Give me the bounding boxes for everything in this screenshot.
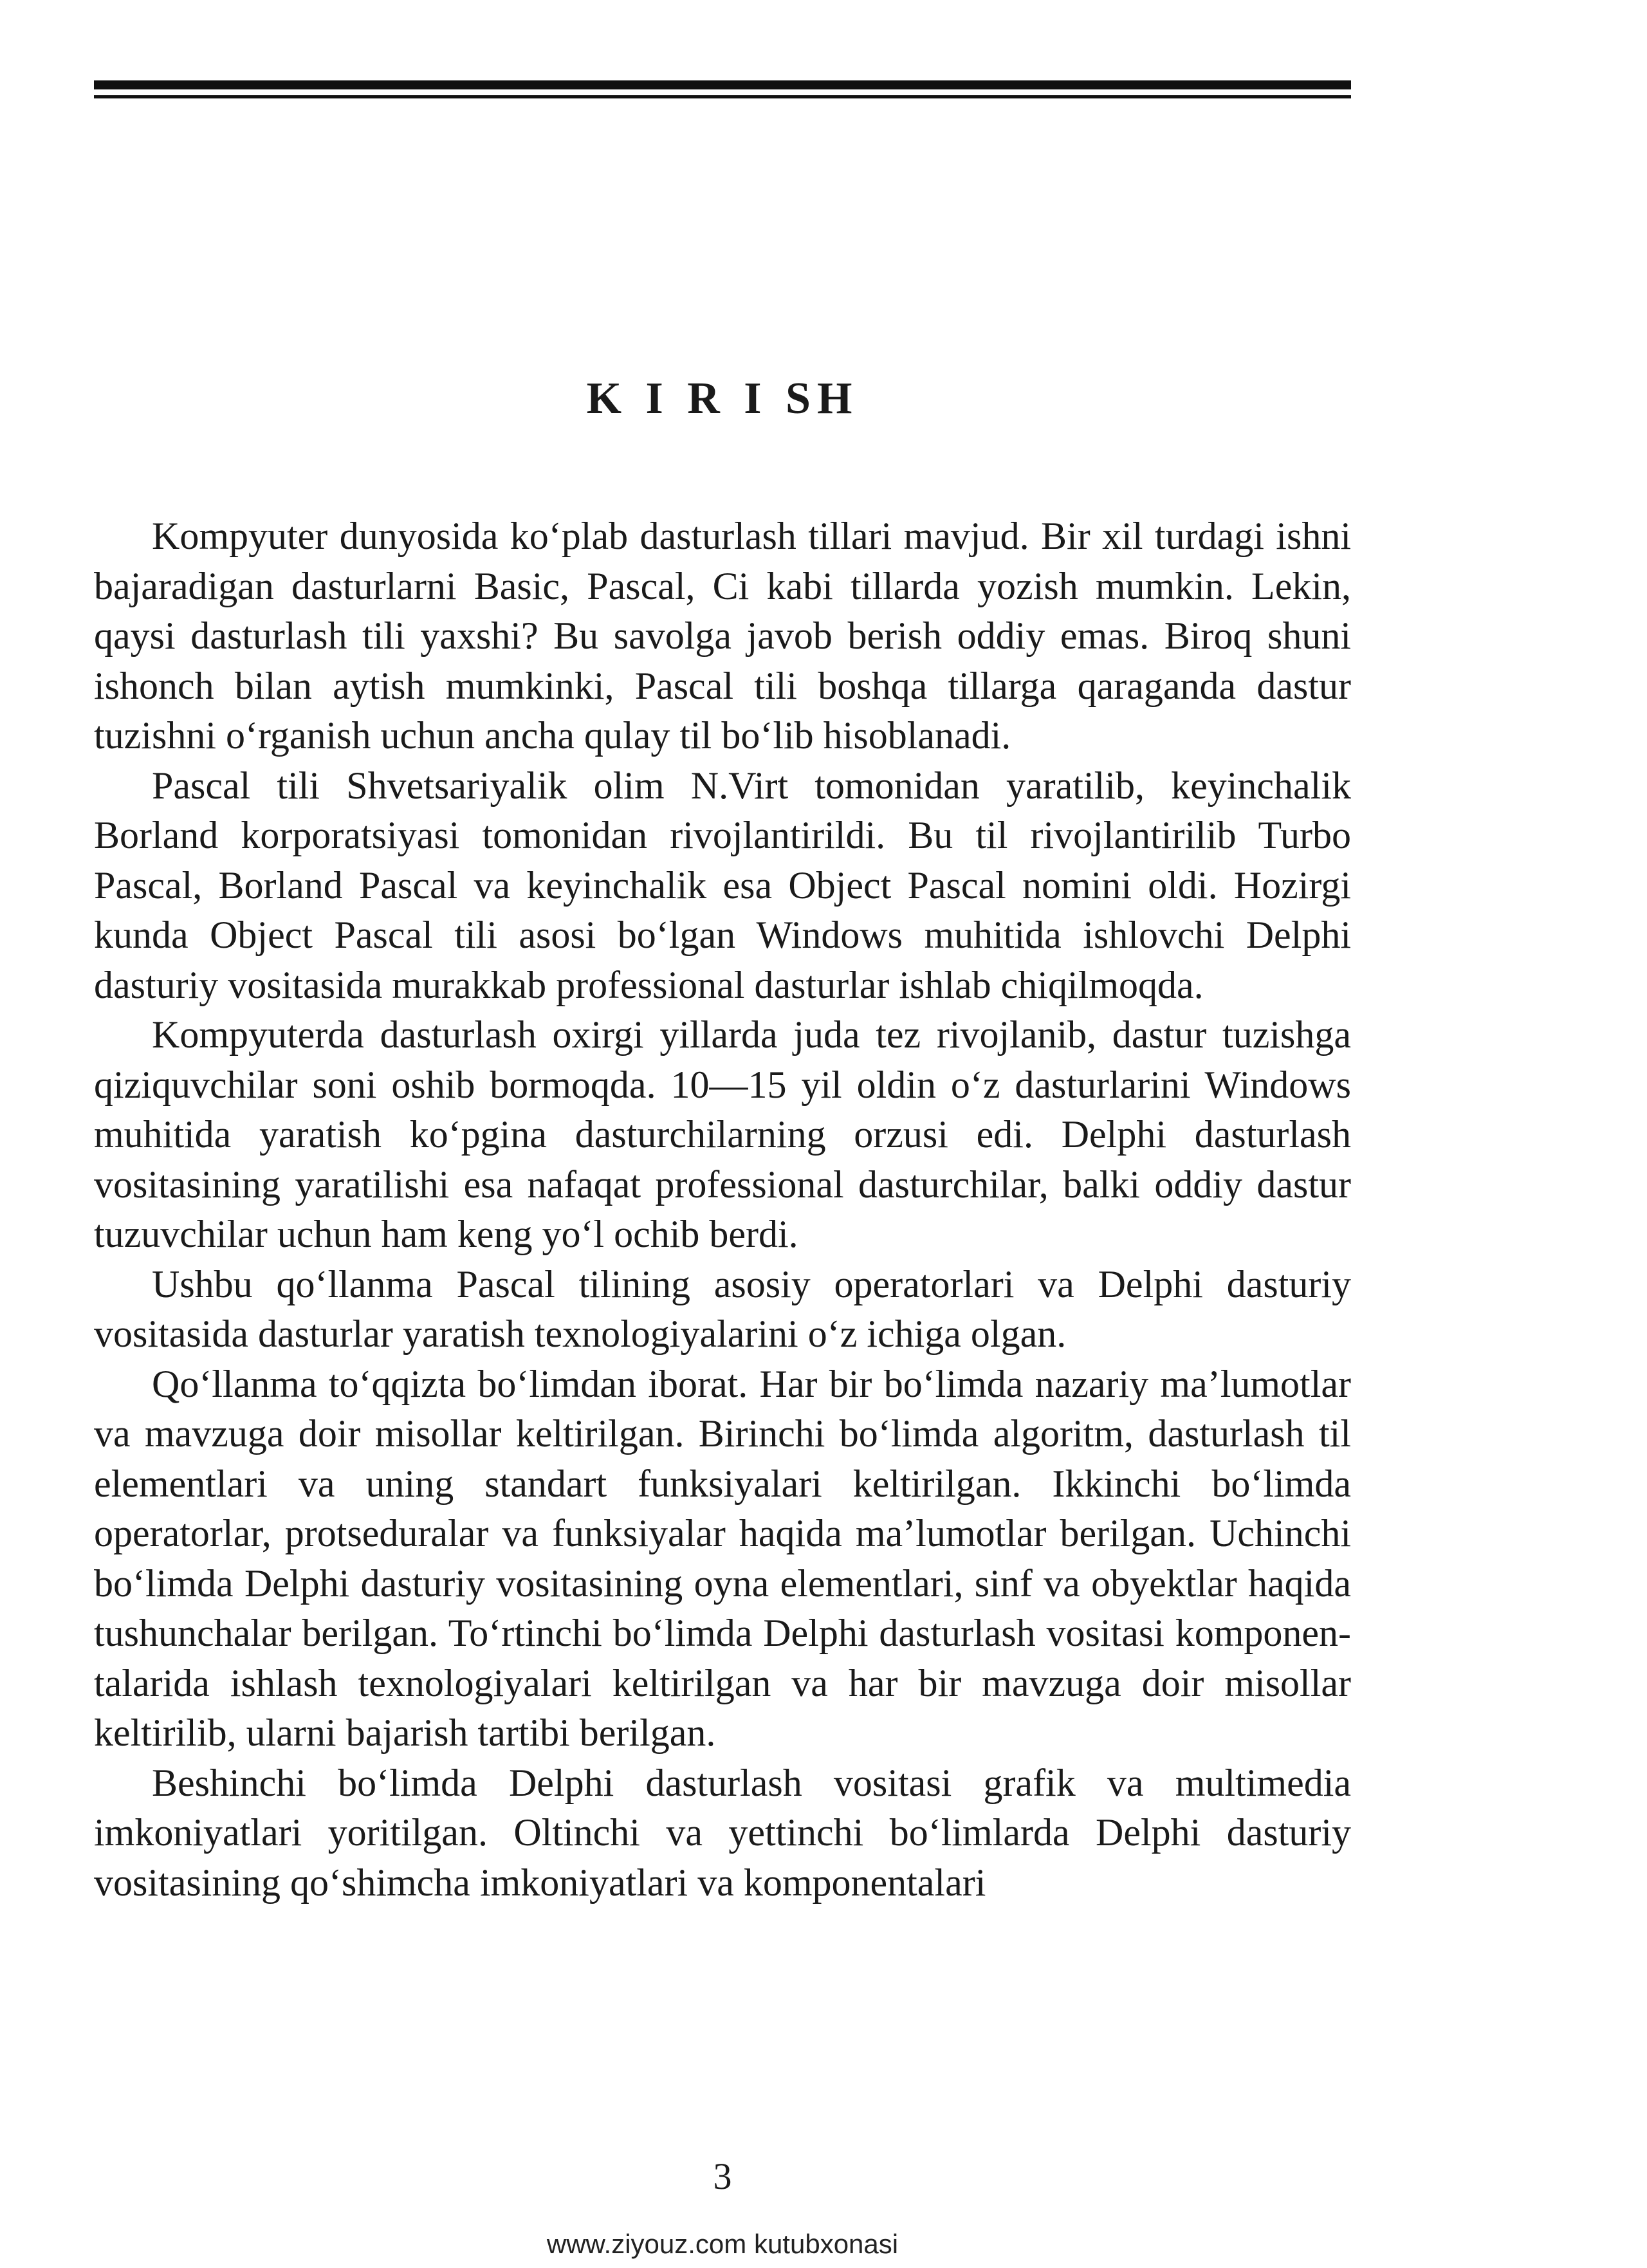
paragraph: Qo‘llanma to‘qqizta bo‘limdan iborat. Har bir bo‘limda nazariy ma’lumotlar va mavzuga doir misollar keltirilgan. Birinchi bo‘limda algoritm, dasturlash til elementlari va uning standart funksiyalari keltirilgan. Ikkinchi bo‘limda operatorlar, protseduralar va funksiyalar haqida ma’lumotlar berilgan. Uchinchi bo‘limda Delphi dasturiy vositasining oyna elementlari, sinf va obyektlar haqida tushunchalar berilgan. To‘rtinchi bo‘limda Delphi dasturlash vositasi komponentalarida ishlash texnologiyalari keltirilgan va har bir mavzuga doir misollar keltirilib, ularni bajarish tartibi berilgan. [94, 1362, 1351, 1754]
page-number: 3 [713, 2155, 732, 2197]
header-rule-thin [94, 95, 1351, 98]
chapter-title: K I R I SH [586, 374, 859, 423]
paragraph: Kompyuter dunyosida ko‘plab dasturlash tillari mavjud. Bir xil turdagi ishni bajaradigan dasturlarni Basic, Pascal, Ci kabi tillarda yozish mumkin. Lekin, qaysi dasturlash tili yaxshi? Bu savolga javob berish oddiy emas. Biroq shuni ishonch bilan aytish mumkinki, Pascal tili boshqa tillarga qaraganda dastur tuzishni o‘rganish uchun ancha qulay til bo‘lib hisoblanadi. [94, 515, 1351, 757]
body-text [94, 512, 1351, 1908]
paragraph: Ushbu qo‘llanma Pascal tilining asosiy operatorlari va Delphi dasturiy vositasida dasturlar yaratish texnologiyalarini o‘z ichiga olgan. [94, 1262, 1351, 1355]
footer-watermark: www.ziyouz.com kutubxonasi [546, 2229, 899, 2259]
header-rule-thick [94, 80, 1351, 89]
paragraph: Beshinchi bo‘limda Delphi dasturlash vositasi grafik va multimedia imkoniyatlari yoritilgan. Oltinchi va yettinchi bo‘limlarda Delphi dasturiy vositasining qo‘shimcha imkoniyatlari va komponentalari [94, 1761, 1351, 1904]
paragraph: Kompyuterda dasturlash oxirgi yillarda juda tez rivojlanib, dastur tuzishga qiziquvchilar soni oshib bormoqda. 10—15 yil oldin o‘z dasturlarini Windows muhitida yaratish ko‘pgina dasturchilarning orzusi edi. Delphi dasturlash vositasining yaratilishi esa nafaqat professional dasturchilar, balki oddiy dastur tuzuvchilar uchun ham keng yo‘l ochib berdi. [94, 1013, 1351, 1255]
paragraph: Pascal tili Shvetsariyalik olim N.Virt tomonidan yaratilib, keyinchalik Borland korporatsiyasi tomonidan rivojlantirildi. Bu til rivojlantirilib Turbo Pascal, Borland Pascal va keyinchalik esa Object Pascal nomini oldi. Hozirgi kunda Object Pascal tili asosi bo‘lgan Windows muhitida ishlovchi Delphi dasturiy vositasida murakkab professional dasturlar ishlab chiqilmoqda. [94, 764, 1351, 1006]
